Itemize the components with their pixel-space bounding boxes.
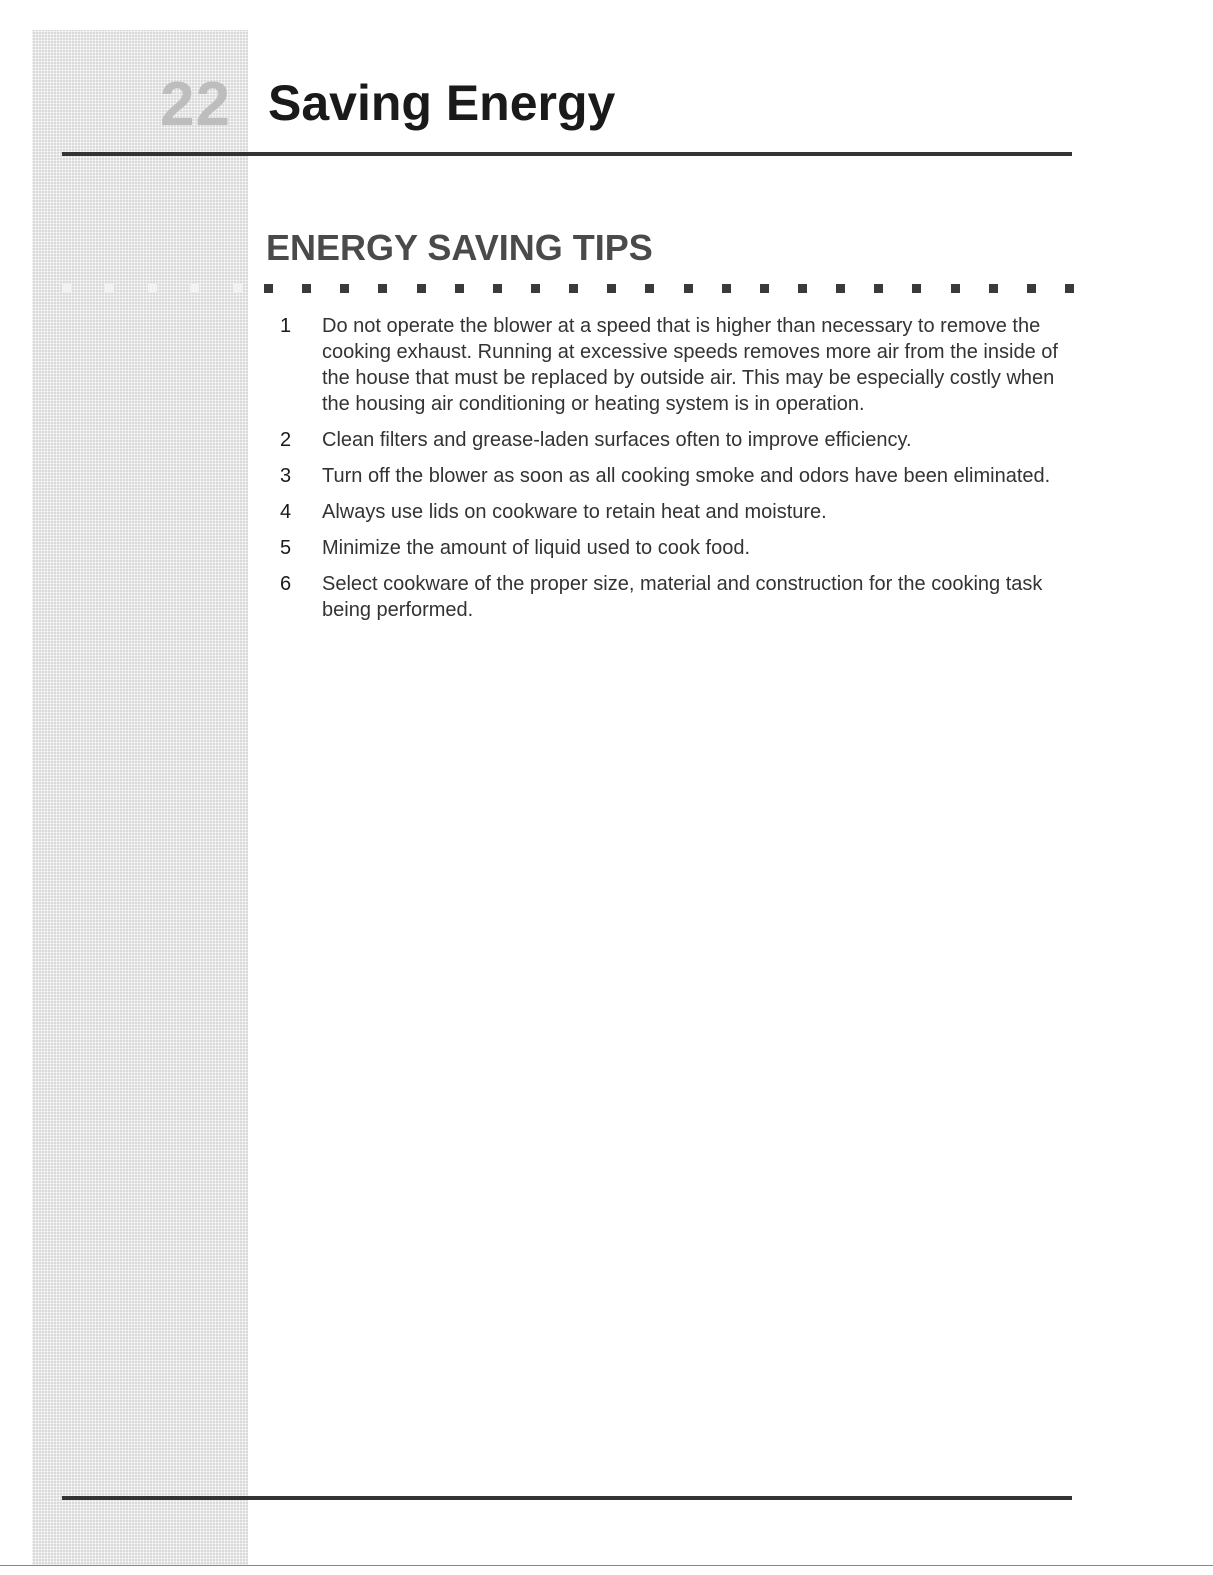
heading-dot <box>989 284 998 293</box>
heading-dot <box>340 284 349 293</box>
list-item <box>276 499 1076 525</box>
heading-dot <box>378 284 387 293</box>
tip-text: Always use lids on cookware to retain heat and moisture. <box>322 501 827 523</box>
list-item <box>276 313 1076 417</box>
heading-dot <box>836 284 845 293</box>
tip-number: 3 <box>280 465 292 487</box>
heading-dot <box>798 284 807 293</box>
heading-dot <box>760 284 769 293</box>
list-item <box>276 427 1076 453</box>
heading-dot-row <box>264 282 1074 294</box>
tip-number: 4 <box>280 501 292 523</box>
tip-number: 1 <box>280 315 292 337</box>
heading-dot <box>607 284 616 293</box>
section-heading: ENERGY SAVING TIPS <box>266 227 653 268</box>
heading-dot <box>264 284 273 293</box>
tip-number: 2 <box>280 429 292 451</box>
list-item <box>276 463 1076 489</box>
heading-dot <box>417 284 426 293</box>
heading-dot <box>645 284 654 293</box>
heading-dot <box>569 284 578 293</box>
heading-dot <box>951 284 960 293</box>
chapter-title: Saving Energy <box>268 75 616 131</box>
tip-text: Turn off the blower as soon as all cooking smoke and odors have been eliminated. <box>322 465 1051 487</box>
sidebar-dot <box>190 284 199 293</box>
sidebar-dot <box>148 284 157 293</box>
header-rule <box>62 152 1072 156</box>
heading-dot <box>874 284 883 293</box>
tips-list <box>276 313 1076 633</box>
sidebar-dot <box>105 284 114 293</box>
chapter-number: 22 <box>160 70 231 139</box>
page-edge-line <box>0 1565 1213 1566</box>
tip-text: Do not operate the blower at a speed that is higher than necessary to remove the cooking exhaust. Running at excessive speeds removes more air from the inside of the house that must be replaced by outside air. This may be especially costly when the housing air conditioning or heating system is in operation. <box>322 315 1058 415</box>
list-item <box>276 571 1076 623</box>
heading-dot <box>493 284 502 293</box>
sidebar-dot <box>62 284 71 293</box>
footer-rule <box>62 1496 1072 1500</box>
heading-dot <box>1027 284 1036 293</box>
sidebar-dot-row <box>62 282 242 294</box>
heading-dot <box>302 284 311 293</box>
tip-text: Clean filters and grease-laden surfaces often to improve efficiency. <box>322 429 912 451</box>
tip-text: Minimize the amount of liquid used to cook food. <box>322 537 751 559</box>
heading-dot <box>1065 284 1074 293</box>
sidebar-pattern <box>32 30 248 1565</box>
list-item <box>276 535 1076 561</box>
sidebar-dot <box>233 284 242 293</box>
tip-text: Select cookware of the proper size, material and construction for the cooking task being performed. <box>322 573 1043 621</box>
heading-dot <box>722 284 731 293</box>
heading-dot <box>684 284 693 293</box>
heading-dot <box>531 284 540 293</box>
tip-number: 6 <box>280 573 292 595</box>
heading-dot <box>912 284 921 293</box>
tip-number: 5 <box>280 537 292 559</box>
heading-dot <box>455 284 464 293</box>
